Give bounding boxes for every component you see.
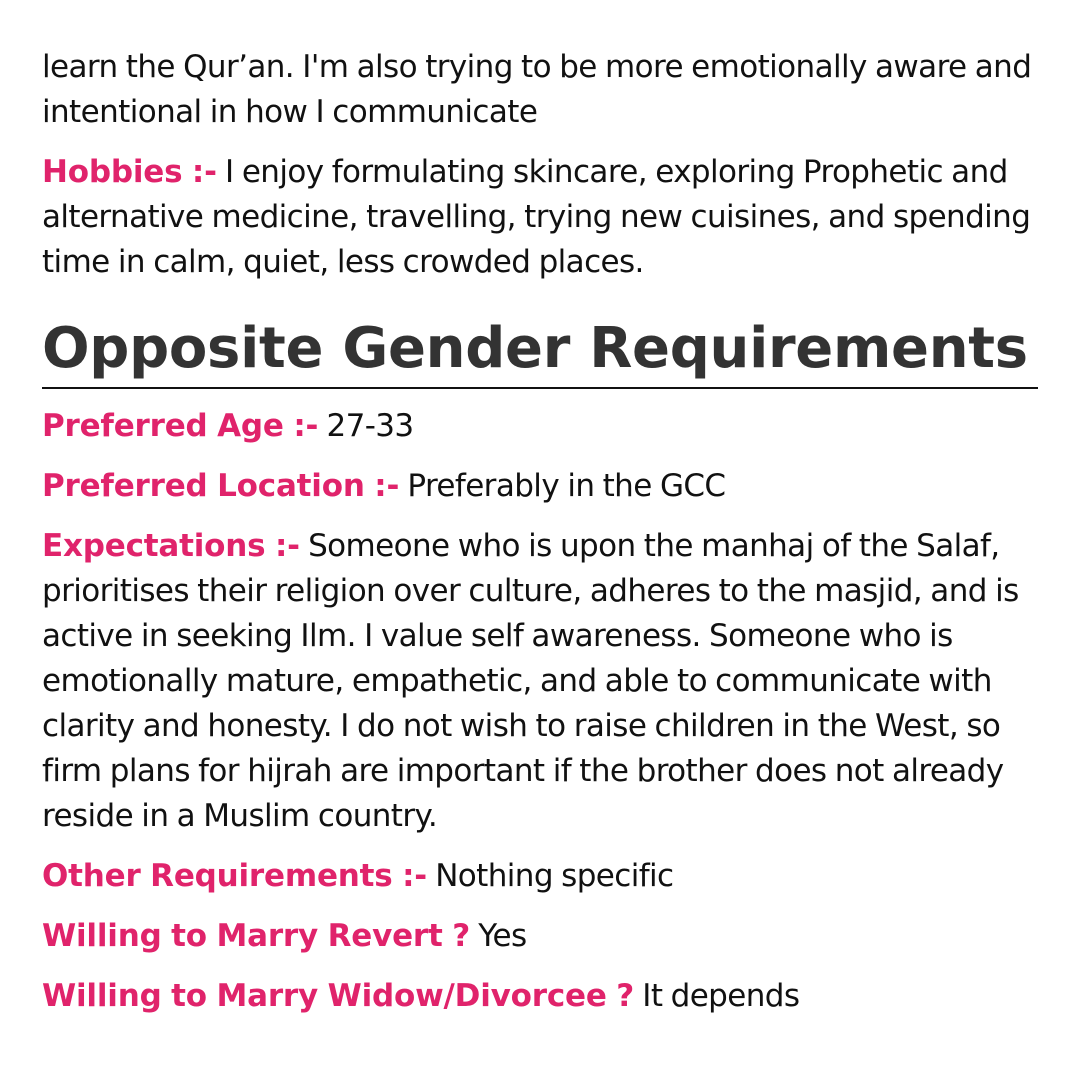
hobbies-label: Hobbies :- bbox=[42, 154, 217, 190]
willing-revert-row bbox=[42, 914, 1038, 959]
intro-text: learn the Qur’an. I'm also trying to be more emotionally aware and intentional in how I communicate bbox=[42, 49, 1032, 130]
willing-revert-label: Willing to Marry Revert ? bbox=[42, 918, 471, 954]
intro-paragraph bbox=[42, 0, 1038, 135]
section-divider bbox=[42, 387, 1038, 389]
hobbies-paragraph bbox=[42, 150, 1038, 285]
preferred-age-row bbox=[42, 404, 1038, 449]
willing-widow-label: Willing to Marry Widow/Divorcee ? bbox=[42, 978, 635, 1014]
expectations-label: Expectations :- bbox=[42, 528, 300, 564]
hobbies-text: I enjoy formulating skincare, exploring Prophetic and alternative medicine, travelling, trying new cuisines, and spending time in calm, quiet, less crowded places. bbox=[42, 154, 1031, 280]
preferred-age-label: Preferred Age :- bbox=[42, 408, 319, 444]
other-requirements-value: Nothing specific bbox=[426, 858, 674, 894]
other-requirements-row bbox=[42, 854, 1038, 899]
profile-document bbox=[42, 0, 1038, 1019]
preferred-location-label: Preferred Location :- bbox=[42, 468, 400, 504]
preferred-location-row bbox=[42, 464, 1038, 509]
expectations-value: Someone who is upon the manhaj of the Salaf, prioritises their religion over culture, adheres to the masjid, and is active in seeking Ilm. I value self awareness. Someone who is emotionally mature, empathetic, and able to communicate with clarity and honesty. I do not wish to raise children in the West, so firm plans for hijrah are important if the brother does not already reside in a Muslim country. bbox=[42, 528, 1019, 834]
expectations-row bbox=[42, 524, 1038, 839]
preferred-location-value: Preferably in the GCC bbox=[399, 468, 726, 504]
willing-widow-row bbox=[42, 974, 1038, 1019]
willing-revert-value: Yes bbox=[470, 918, 527, 954]
section-title: Opposite Gender Requirements bbox=[42, 316, 1028, 381]
preferred-age-value: 27-33 bbox=[318, 408, 414, 444]
other-requirements-label: Other Requirements :- bbox=[42, 858, 427, 894]
willing-widow-value: It depends bbox=[634, 978, 800, 1014]
